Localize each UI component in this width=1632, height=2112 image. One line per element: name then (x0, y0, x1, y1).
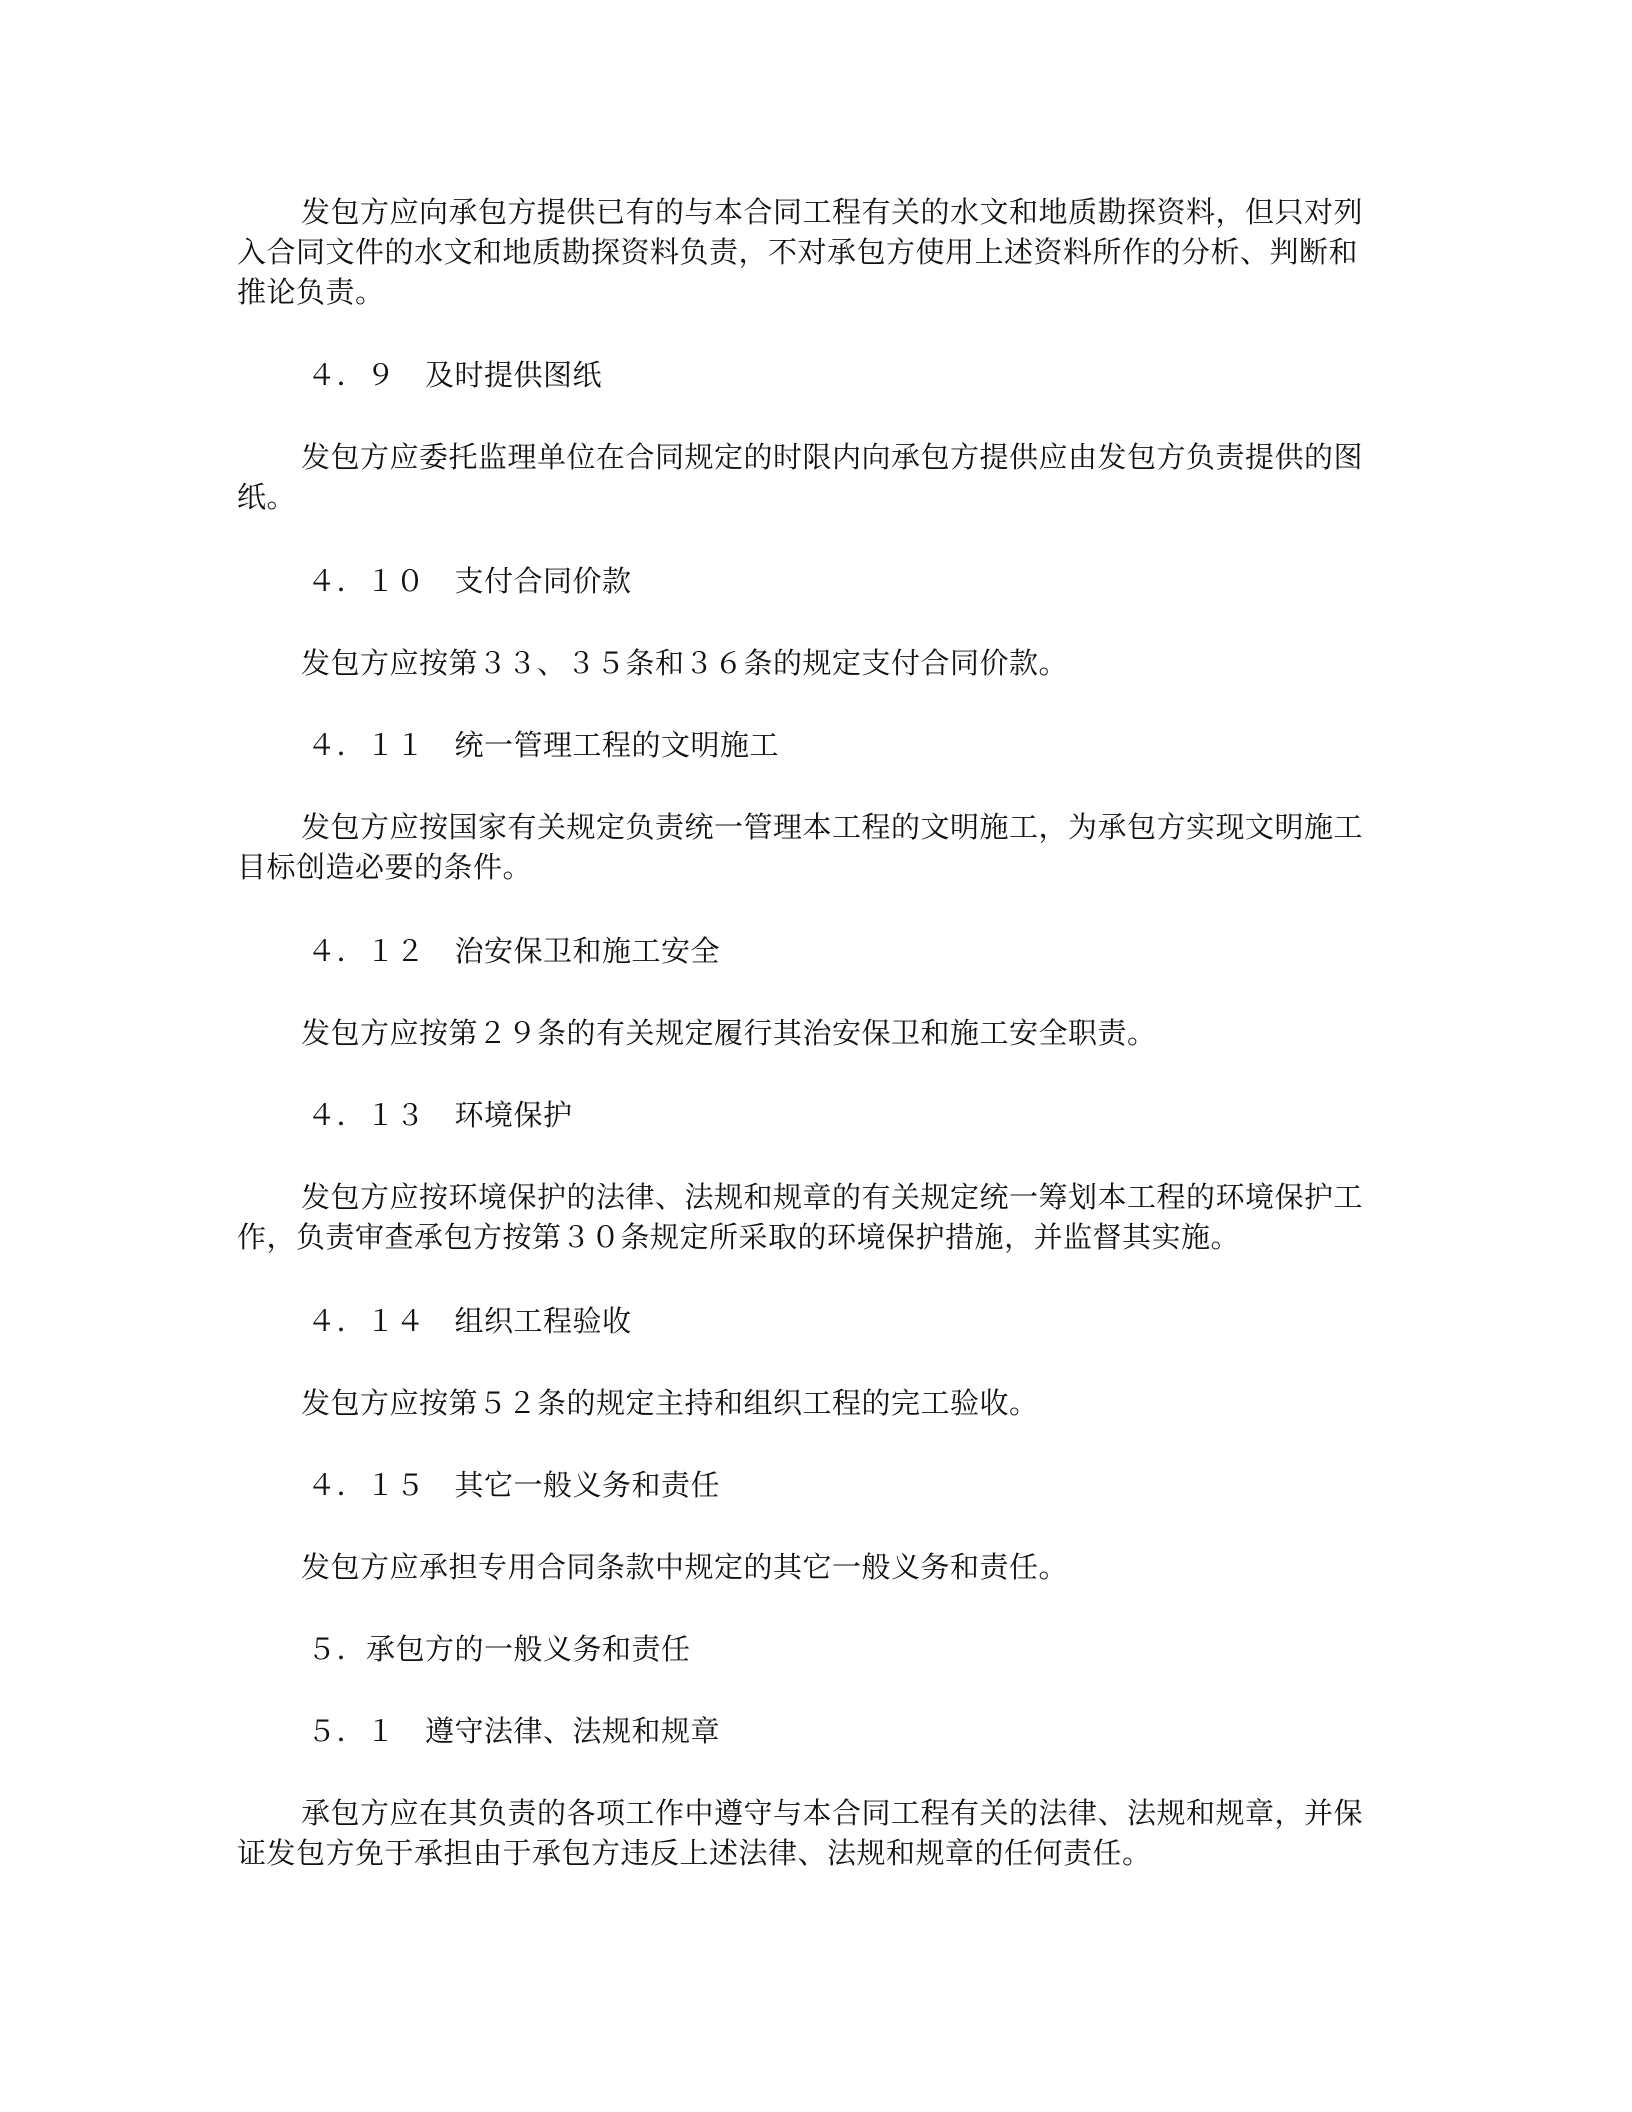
paragraph-4-15-body: 发包方应承担专用合同条款中规定的其它一般义务和责任。 (301, 1550, 1069, 1584)
paragraph-4-12-body: 发包方应按第２９条的有关规定履行其治安保卫和施工安全职责。 (301, 1016, 1157, 1050)
heading-5-1: ５．１ 遵守法律、法规和规章 (307, 1714, 721, 1748)
paragraph-5-1-body: 承包方应在其负责的各项工作中遵守与本合同工程有关的法律、法规和规章，并保证发包方免于承担由于承包方违反上述法律、法规和规章的任何责任。 (237, 1796, 1364, 1870)
paragraph-4-9-body: 发包方应委托监理单位在合同规定的时限内向承包方提供应由发包方负责提供的图纸。 (237, 440, 1364, 514)
paragraph-4-11-body: 发包方应按国家有关规定负责统一管理本工程的文明施工，为承包方实现文明施工目标创造必要的条件。 (237, 810, 1364, 884)
heading-4-12: ４．１２ 治安保卫和施工安全 (307, 934, 721, 968)
paragraph-4-8-body: 发包方应向承包方提供已有的与本合同工程有关的水文和地质勘探资料，但只对列入合同文件的水文和地质勘探资料负责，不对承包方使用上述资料所作的分析、判断和推论负责。 (237, 195, 1364, 309)
paragraph-4-10-body: 发包方应按第３３、３５条和３６条的规定支付合同价款。 (301, 646, 1069, 680)
heading-4-14: ４．１４ 组织工程验收 (307, 1304, 632, 1338)
heading-4-10: ４．１０ 支付合同价款 (307, 564, 632, 598)
paragraph-4-14-body: 发包方应按第５２条的规定主持和组织工程的完工验收。 (301, 1386, 1039, 1420)
heading-4-15: ４．１５ 其它一般义务和责任 (307, 1468, 721, 1502)
heading-5: ５．承包方的一般义务和责任 (307, 1632, 691, 1666)
heading-4-11: ４．１１ 统一管理工程的文明施工 (307, 728, 780, 762)
heading-4-13: ４．１３ 环境保护 (307, 1098, 573, 1132)
heading-4-9: ４．９ 及时提供图纸 (307, 358, 603, 392)
paragraph-4-13-body: 发包方应按环境保护的法律、法规和规章的有关规定统一筹划本工程的环境保护工作，负责审查承包方按第３０条规定所采取的环境保护措施，并监督其实施。 (237, 1180, 1364, 1254)
